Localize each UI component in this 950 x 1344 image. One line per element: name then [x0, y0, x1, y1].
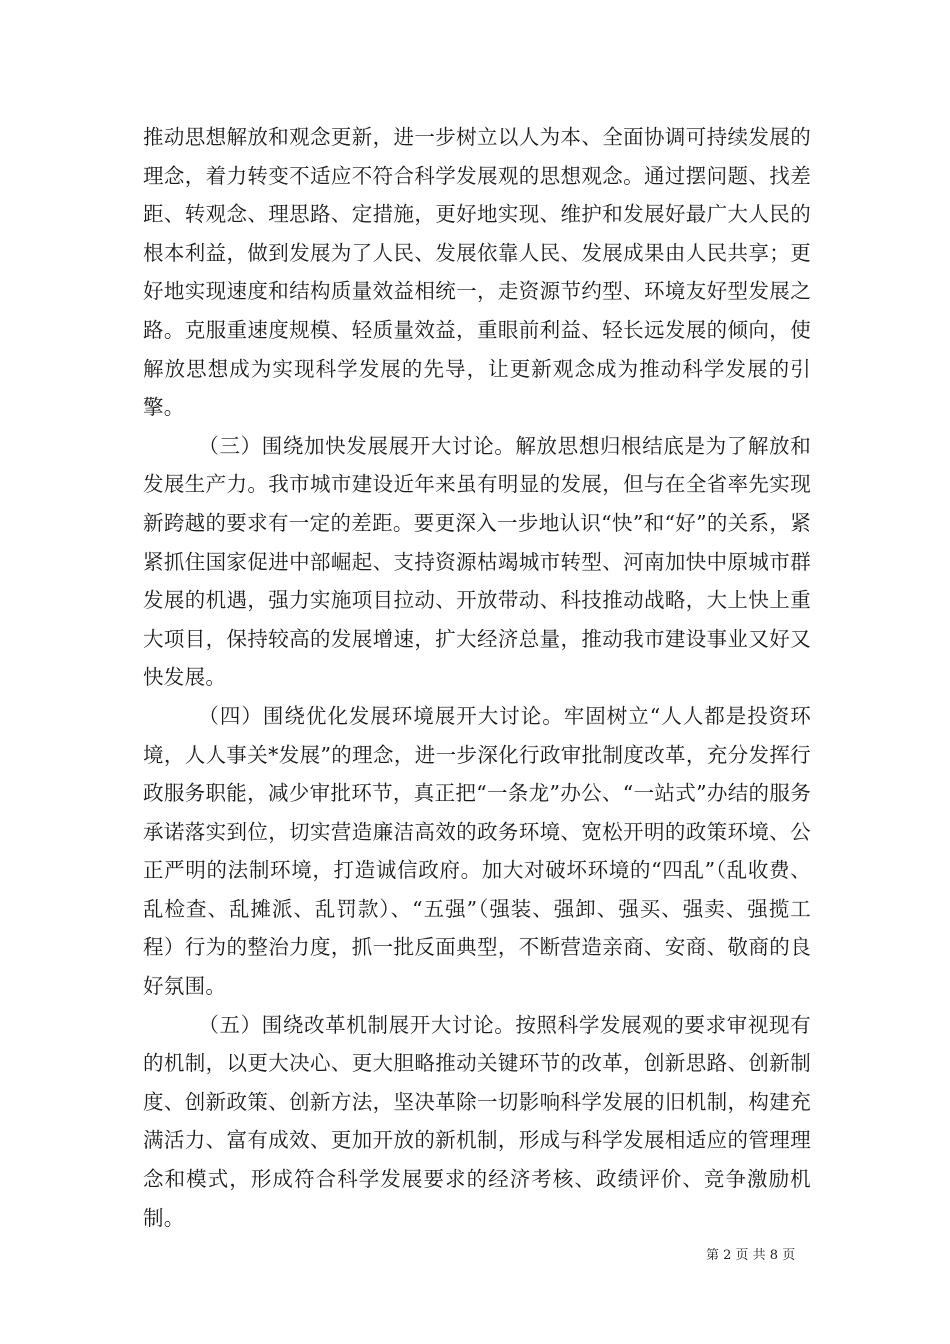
paragraph-4: （五）围绕改革机制展开大讨论。按照科学发展观的要求审视现有的机制，以更大决心、更大胆略推动关键环节的改革，创新思路、创新制度、创新政策、创新方法，坚决革除一切影响科学发展的旧机制，构建充满活力、富有成效、更加开放的新机制，形成与科学发展相适应的管理理念和模式，形成符合科学发展要求的经济考核、政绩评价、竞争激励机制。: [143, 1012, 811, 1230]
paragraph-3: （四）围绕优化发展环境展开大讨论。牢固树立“人人都是投资环境，人人事关*发展”的理念，进一步深化行政审批制度改革，充分发挥行政服务职能，减少审批环节，真正把“一条龙”办公、“一站式”办结的服务承诺落实到位，切实营造廉洁高效的政务环境、宽松开明的政策环境、公正严明的法制环境，打造诚信政府。加大对破坏环境的“四乱”（乱收费、乱检查、乱摊派、乱罚款）、“五强”（强装、强卸、强买、强卖、强揽工程）行为的整治力度，抓一批反面典型，不断营造亲商、安商、敬商的良好氛围。: [143, 703, 811, 999]
paragraph-1: 推动思想解放和观念更新，进一步树立以人为本、全面协调可持续发展的理念，着力转变不适应不符合科学发展观的思想观念。通过摆问题、找差距、转观念、理思路、定措施，更好地实现、维护和发展好最广大人民的根本利益，做到发展为了人民、发展依靠人民、发展成果由人民共享；更好地实现速度和结构质量效益相统一，走资源节约型、环境友好型发展之路。克服重速度规模、轻质量效益，重眼前利益、轻长远发展的倾向，使解放思想成为实现科学发展的先导，让更新观念成为推动科学发展的引擎。: [143, 125, 811, 420]
paragraph-2: （三）围绕加快发展展开大讨论。解放思想归根结底是为了解放和发展生产力。我市城市建设近年来虽有明显的发展，但与在全省率先实现新跨越的要求有一定的差距。要更深入一步地认识“快”和“好”的关系，紧紧抓住国家促进中部崛起、支持资源枯竭城市转型、河南加快中原城市群发展的机遇，强力实施项目拉动、开放带动、科技推动战略，大上快上重大项目，保持较高的发展增速，扩大经济总量，推动我市建设事业又好又快发展。: [143, 433, 811, 690]
document-body: [143, 118, 811, 1237]
page-number-footer: 第 2 页 共 8 页: [706, 1248, 796, 1263]
